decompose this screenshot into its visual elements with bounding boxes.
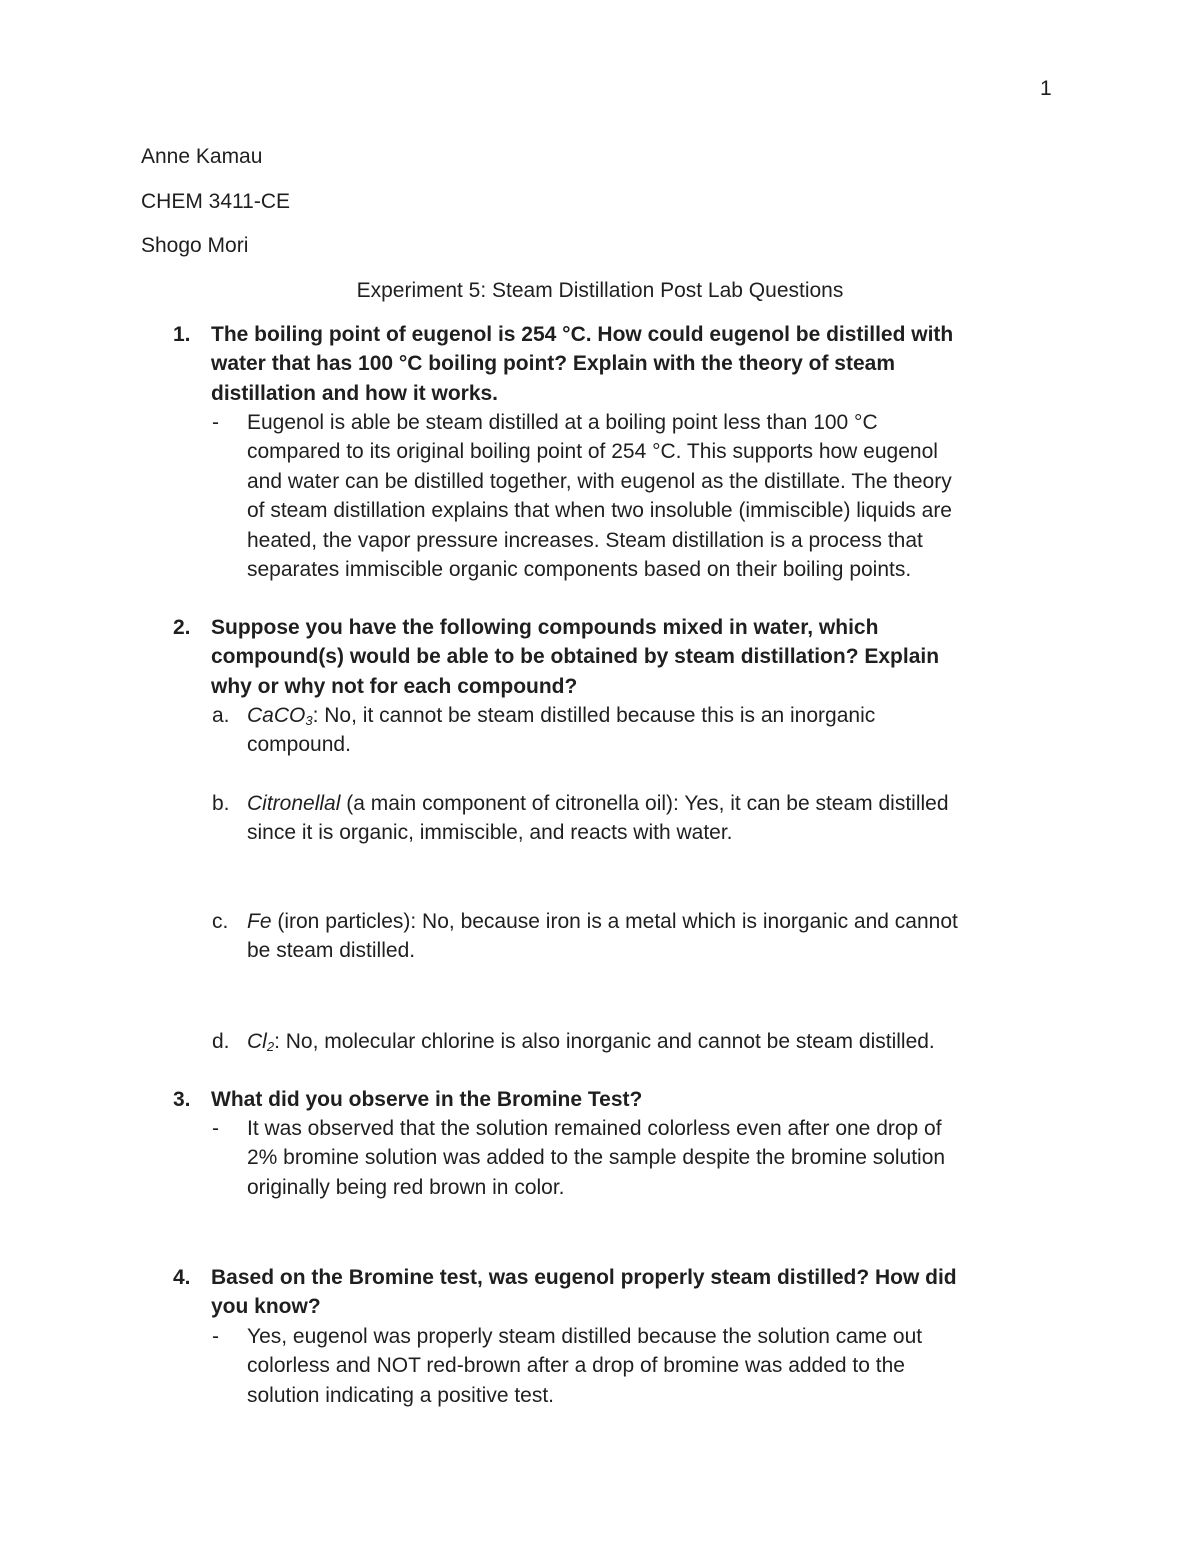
student-name: Anne Kamau — [141, 145, 263, 168]
question-text: The boiling point of eugenol is 254 °C. How could eugenol be distilled with water that has 100 °C boiling point? Explain with the theory of steam distillation and how it works. — [211, 323, 954, 405]
list-marker: c. — [212, 910, 229, 933]
question-number: 4. — [173, 1266, 191, 1289]
answer-text: It was observed that the solution remained colorless even after one drop of 2% bromine solution was added to the sample despite the bromine solution originally being red brown in color. — [247, 1117, 946, 1199]
list-marker: b. — [212, 792, 230, 815]
compound-name: Cl — [247, 1030, 267, 1053]
answer-text: CaCO$_3$: No, it cannot be steam distilled because this is an inorganic compound. — [247, 704, 876, 757]
compound-name: Citronellal — [247, 792, 341, 815]
question-text: Suppose you have the following compounds mixed in water, which compound(s) would be able to be obtained by steam distillation? Explain why or why not for each compound? — [211, 616, 940, 698]
answer-text: Yes, eugenol was properly steam distilled because the solution came out colorless and NOT red-brown after a drop of bromine was added to the solution indicating a positive test. — [247, 1325, 923, 1407]
answer-text: $Cl_2$: No, molecular chlorine is also inorganic and cannot be steam distilled. — [247, 1030, 935, 1054]
question-number: 2. — [173, 616, 191, 639]
question-text: Based on the Bromine test, was eugenol properly steam distilled? How did you know? — [211, 1266, 957, 1319]
bullet-dash: - — [212, 411, 219, 434]
bullet-dash: - — [212, 1117, 219, 1140]
document-title: Experiment 5: Steam Distillation Post Lab Questions — [356, 279, 844, 302]
compound-name: Fe — [247, 910, 272, 933]
answer-text: Eugenol is able be steam distilled at a boiling point less than 100 °C compared to its original boiling point of 254 °C. This supports how eugenol and water can be distilled together, with eugenol as the distillate. The theory of steam distillation explains that when two insoluble (immiscible) liquids are heated, the vapor pressure increases. Steam distillation is a process that separates immiscible organic components based on their boiling points. — [247, 411, 952, 582]
list-marker: d. — [212, 1030, 230, 1053]
bullet-dash: - — [212, 1325, 219, 1348]
page-number: 1 — [1040, 77, 1052, 100]
instructor-name: Shogo Mori — [141, 234, 249, 257]
question-text: What did you observe in the Bromine Test? — [211, 1088, 643, 1111]
list-marker: a. — [212, 704, 230, 727]
question-number: 3. — [173, 1088, 191, 1111]
compound-name: CaCO — [247, 704, 306, 727]
question-number: 1. — [173, 323, 191, 346]
answer-text: Fe (iron particles): No, because iron is a metal which is inorganic and cannot be steam distilled. — [247, 910, 958, 963]
course-code: CHEM 3411-CE — [141, 190, 290, 213]
answer-text: Citronellal (a main component of citronella oil): Yes, it can be steam distilled since it is organic, immiscible, and reacts with water. — [247, 792, 949, 845]
